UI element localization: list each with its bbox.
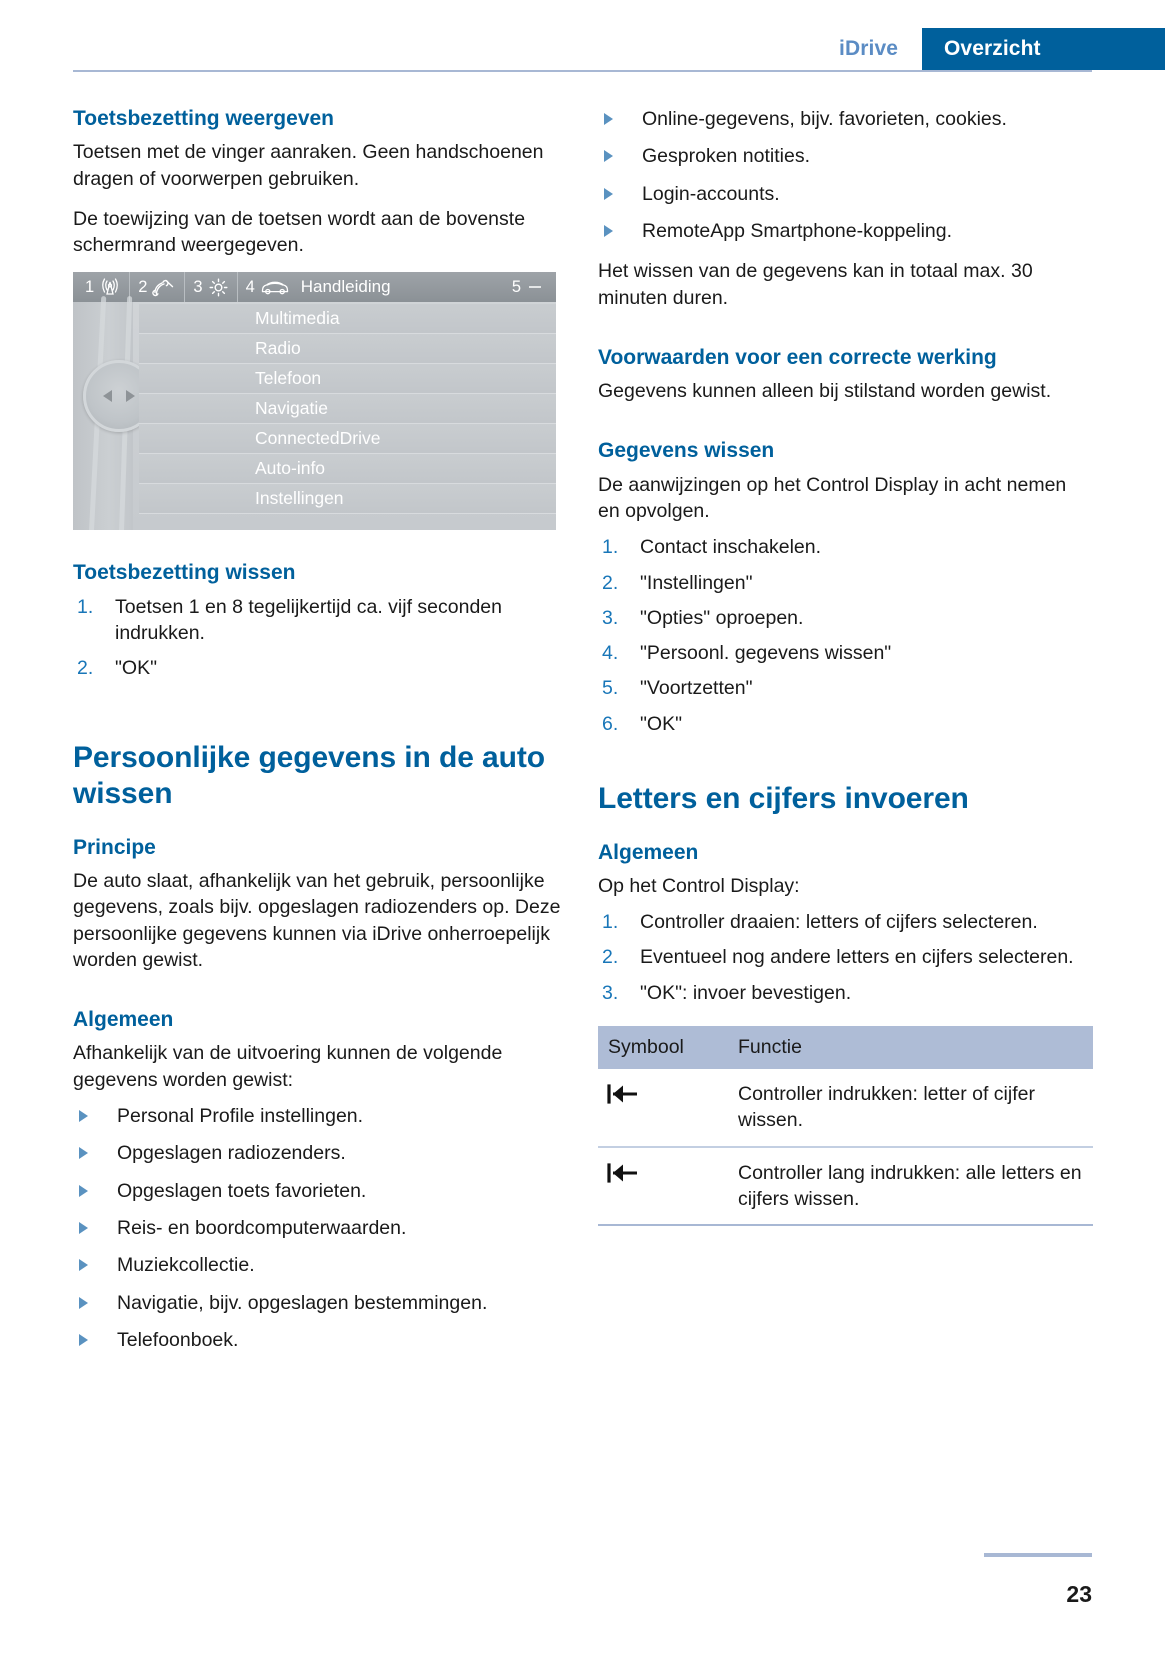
table-header-symbool: Symbool [598, 1026, 728, 1069]
triangle-bullet-icon [598, 106, 642, 132]
phone-icon [152, 277, 176, 297]
topbar-button-2 [130, 272, 185, 302]
triangle-bullet-icon [598, 218, 642, 244]
topbar-button-4-number: 4 [245, 277, 255, 296]
triangle-bullet-icon [73, 1178, 117, 1204]
paragraph-wissen-duur: Het wissen van de gegevens kan in totaal max. 30 minuten duren. [598, 260, 1033, 309]
topbar-button-1-number: 1 [85, 277, 95, 296]
list-item-number: 5. [602, 677, 619, 700]
list-item [598, 534, 1093, 560]
table-body [598, 1069, 1093, 1225]
idrive-menu-item: Auto-info [139, 454, 556, 484]
table-header-functie: Functie [728, 1026, 1093, 1069]
list-item [73, 1103, 568, 1129]
heading-persoonlijke-gegevens: Persoonlijke gegevens in de auto wissen [73, 740, 545, 811]
triangle-bullet-icon [73, 1140, 117, 1166]
list-item-text: Online-gegevens, bijv. favorieten, cookies. [642, 108, 1007, 130]
list-item [598, 980, 1093, 1006]
list-item-text: Gesproken notities. [642, 145, 811, 168]
list-item [598, 909, 1093, 935]
chevron-right-icon [126, 390, 135, 402]
list-item-text: Toetsen 1 en 8 tegelijkertijd ca. vijf seconden indrukken. [115, 595, 502, 644]
list-item [73, 1252, 568, 1278]
list-item-number: 3. [602, 606, 619, 629]
idrive-menu-item: Multimedia [139, 304, 556, 334]
list-toetsbezetting-wissen-steps [73, 594, 568, 682]
idrive-menu-item: ConnectedDrive [139, 424, 556, 454]
heading-voorwaarden: Voorwaarden voor een correcte werking [598, 345, 997, 369]
list-item [598, 218, 1093, 244]
spacer [73, 696, 568, 740]
dash-icon [528, 282, 542, 292]
list-item-text: Personal Profile instellingen. [117, 1105, 364, 1127]
antenna-icon [99, 277, 121, 297]
paragraph-toewijzing-schermrand: De toewijzing van de toetsen wordt aan de bovenste schermrand weergegeven. [73, 207, 526, 257]
list-item-text: RemoteApp Smartphone-koppeling. [642, 219, 953, 242]
heading-toetsbezetting-wissen: Toetsbezetting wissen [73, 561, 296, 585]
page-columns [73, 106, 1093, 1367]
symbol-function-table [598, 1026, 1093, 1226]
idrive-menu-list [139, 302, 556, 530]
list-item-number: 2. [77, 657, 94, 680]
list-item [598, 640, 1093, 666]
idrive-menu-item: Instellingen [139, 484, 556, 514]
list-item-number: 3. [602, 981, 619, 1004]
table-head [598, 1026, 1093, 1069]
header-section-label: Overzicht [922, 28, 1165, 70]
list-item [73, 594, 568, 647]
list-item-text: "Voortzetten" [640, 677, 753, 700]
footer-divider-rule [984, 1553, 1092, 1557]
list-item [598, 106, 1093, 132]
paragraph-toetsen-aanraken: Toetsen met de vinger aanraken. Geen handschoenen dragen of voorwerpen gebruiken. [73, 141, 544, 190]
spacer [73, 987, 568, 1007]
idrive-topbar [73, 272, 556, 302]
list-item [598, 605, 1093, 631]
table-cell-symbol [598, 1069, 728, 1147]
list-item-text: "OK" [640, 712, 683, 735]
table-row [598, 1147, 1093, 1226]
triangle-bullet-icon [73, 1252, 117, 1278]
list-item-text: Muziekcollectie. [117, 1254, 255, 1277]
list-item-number: 1. [77, 595, 94, 618]
heading-algemeen-right: Algemeen [598, 840, 699, 864]
table-cell-function: Controller indrukken: letter of cijfer wissen. [728, 1069, 1093, 1147]
list-item-number: 4. [602, 642, 619, 665]
list-gegevens-bullets-right [598, 106, 1093, 244]
idrive-screen-body [73, 302, 556, 530]
table-header-row [598, 1026, 1093, 1069]
list-item [598, 944, 1093, 970]
list-item-text: Controller draaien: letters of cijfers selecteren. [640, 911, 1038, 934]
spacer [598, 325, 1093, 345]
header-title-group [839, 28, 1165, 70]
topbar-button-2-number: 2 [138, 277, 148, 296]
heading-letters-en-cijfers: Letters en cijfers invoeren [598, 782, 969, 816]
heading-principe: Principe [73, 835, 156, 859]
list-item-number: 2. [602, 946, 619, 969]
list-item-text: Telefoonboek. [117, 1328, 239, 1351]
page-header [0, 0, 1165, 72]
paragraph-algemeen-right: Op het Control Display: [598, 874, 800, 897]
list-item [598, 675, 1093, 701]
table-row [598, 1069, 1093, 1147]
backspace-icon [604, 1081, 648, 1107]
list-item-text: "Persoonl. gegevens wissen" [640, 642, 892, 665]
list-item-number: 6. [602, 712, 619, 735]
list-item [73, 1290, 568, 1316]
list-item-text: Navigatie, bijv. opgeslagen bestemmingen. [117, 1291, 488, 1314]
table-cell-function: Controller lang indrukken: alle letters en cijfers wissen. [728, 1147, 1093, 1226]
topbar-button-4 [238, 272, 399, 302]
list-item-text: Opgeslagen radiozenders. [117, 1142, 346, 1165]
list-letters-invoeren-steps [598, 909, 1093, 1006]
list-item-number: 2. [602, 571, 619, 594]
chevron-left-icon [103, 390, 112, 402]
idrive-menu-item: Telefoon [139, 364, 556, 394]
list-item [598, 143, 1093, 169]
list-item [73, 1178, 568, 1204]
paragraph-algemeen-left: Afhankelijk van de uitvoering kunnen de volgende gegevens worden gewist: [73, 1042, 503, 1091]
topbar-button-3-number: 3 [193, 277, 203, 296]
heading-algemeen-left: Algemeen [73, 1008, 174, 1032]
page-number: 23 [1066, 1581, 1092, 1607]
left-column [73, 106, 568, 1367]
spacer [598, 751, 1093, 781]
list-item-text: "OK": invoer bevestigen. [640, 981, 852, 1004]
backspace-icon [604, 1160, 648, 1186]
triangle-bullet-icon [598, 143, 642, 169]
idrive-menu-item: Radio [139, 334, 556, 364]
list-item [598, 570, 1093, 596]
list-item [598, 711, 1093, 737]
topbar-button-3 [185, 272, 237, 302]
gear-icon [208, 277, 229, 298]
right-column [598, 106, 1093, 1367]
car-icon [260, 278, 290, 296]
triangle-bullet-icon [73, 1103, 117, 1129]
list-item-text: Eventueel nog andere letters en cijfers selecteren. [640, 946, 1074, 969]
list-item [73, 655, 568, 681]
list-item-text: Login-accounts. [642, 182, 780, 205]
list-item-text: "Opties" oproepen. [640, 606, 804, 629]
list-item-number: 1. [602, 911, 619, 934]
header-chapter-label: iDrive [839, 37, 898, 60]
triangle-bullet-icon [73, 1327, 117, 1353]
list-item-text: Contact inschakelen. [640, 536, 822, 559]
triangle-bullet-icon [598, 181, 642, 207]
list-item [73, 1215, 568, 1241]
topbar-button-4-label: Handleiding [300, 277, 391, 297]
paragraph-voorwaarden: Gegevens kunnen alleen bij stilstand worden gewist. [598, 380, 1052, 403]
list-gegevens-bullets-left [73, 1103, 568, 1353]
idrive-screen-figure [73, 272, 556, 530]
list-item-text: Opgeslagen toets favorieten. [117, 1179, 367, 1202]
spacer [598, 418, 1093, 438]
list-item [73, 1140, 568, 1166]
list-item [598, 181, 1093, 207]
paragraph-principe: De auto slaat, afhankelijk van het gebruik, persoonlijke gegevens, zoals bijv. opgeslagen radiozenders op. Deze persoonlijke gegevens kunnen via iDrive onherroepelijk worden gewist. [73, 869, 561, 971]
header-divider-rule [73, 70, 1092, 72]
list-gegevens-wissen-steps [598, 534, 1093, 737]
list-item-text: Reis- en boordcomputerwaarden. [117, 1216, 407, 1239]
topbar-right-group [512, 278, 556, 297]
paragraph-gegevens-wissen: De aanwijzingen op het Control Display in acht nemen en opvolgen. [598, 473, 1067, 522]
topbar-button-5-number: 5 [511, 277, 521, 296]
list-item-text: "Instellingen" [640, 571, 753, 594]
heading-toetsbezetting-weergeven: Toetsbezetting weergeven [73, 107, 335, 130]
list-item-text: "OK" [115, 657, 158, 680]
list-item [73, 1327, 568, 1353]
triangle-bullet-icon [73, 1290, 117, 1316]
table-cell-symbol [598, 1147, 728, 1226]
triangle-bullet-icon [73, 1215, 117, 1241]
idrive-menu-item: Navigatie [139, 394, 556, 424]
heading-gegevens-wissen: Gegevens wissen [598, 439, 775, 463]
list-item-number: 1. [602, 536, 619, 559]
